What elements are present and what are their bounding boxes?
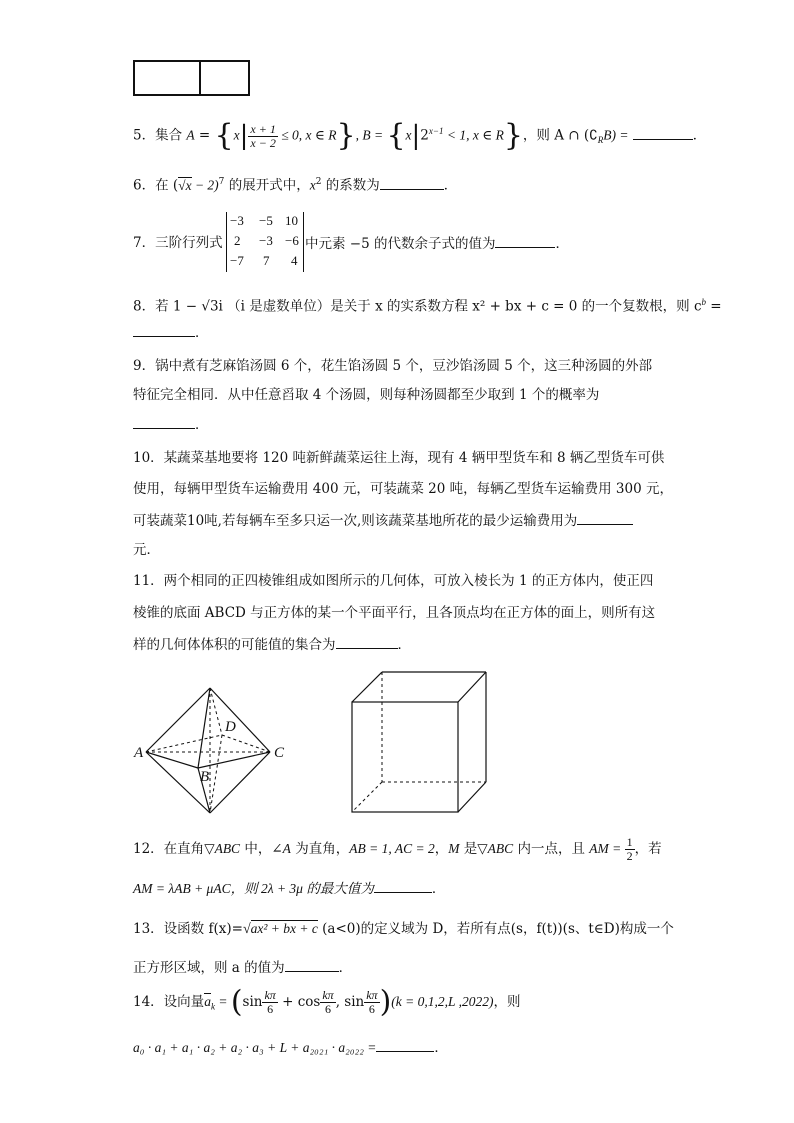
question-11-line3: 样的几何体体积的可能值的集合为 ． — [133, 637, 411, 653]
det-cell: −3 — [230, 213, 244, 228]
header-table — [133, 60, 250, 96]
cube-figure — [348, 668, 490, 816]
question-8: 8．若 1 − √3i （i 是虚数单位）是关于 x 的实系数方程 x² + bx + c = 0 的一个复数根，则 $c^b$ = — [133, 297, 722, 315]
question-6: 6．在 $(√x - 2)^7$ 的展开式中，$x^2$ 的系数为 ． — [133, 177, 458, 194]
question-13-line2: 正方形区域，则 a 的值为 ． — [133, 960, 353, 976]
det-cell: 10 — [285, 213, 298, 228]
question-13-line1: 13．设函数 f(x)=√ax² + bx + c (a<0)的定义域为 D，若所有点(s，f(t))(s、t∈D)构成一个 — [133, 921, 674, 937]
question-14-line2: a₀ · a₁ + a₁ · a₂ + a₂ · a₃ + L + a₂₀₂₁ · a₂₀₂₂ = ． — [133, 1040, 448, 1056]
cube-edge — [458, 672, 486, 702]
hidden-edge — [146, 735, 222, 752]
answer-blank-11[interactable] — [336, 635, 398, 649]
answer-blank-10[interactable] — [577, 511, 633, 525]
question-7: 7．三阶行列式 — [133, 235, 223, 251]
question-12-line2: AM = λAB + μAC，则 2λ + 3μ 的最大值为 ． — [133, 881, 446, 897]
answer-blank-8[interactable] — [133, 323, 195, 337]
hidden-edge — [210, 735, 222, 813]
octahedron-figure — [130, 680, 300, 815]
det-cell: −5 — [259, 213, 273, 228]
det-cell: 4 — [291, 253, 298, 268]
question-5: 5．集合 A = {x| $\frac{x + 1}{x - 2}$ ≤ 0, x ∈ R}, $B = \{x|2^{x-1} < 1$, x ∈ R}，则 A ∩ $(∁_RB)$ = ． — [133, 118, 707, 153]
question-10-line4: 元． — [133, 542, 160, 558]
answer-blank-13[interactable] — [285, 958, 339, 972]
header-table-divider — [199, 62, 201, 94]
label-d: D — [225, 719, 236, 735]
cube-hidden-edge — [352, 782, 382, 812]
label-b: B — [200, 769, 210, 785]
question-7-tail: 中元素 −5 的代数余子式的值为 ． — [305, 236, 569, 252]
question-12-line1: 12．在直角▽ABC 中，∠A 为直角，AB = 1, AC = 2，M 是▽ABC 内一点，且 AM = $\frac{1}{2}$ ，若 — [133, 835, 662, 863]
label-a: A — [134, 745, 144, 761]
answer-blank-9[interactable] — [133, 415, 195, 429]
question-11-line1: 11．两个相同的正四棱锥组成如图所示的几何体，可放入棱长为 1 的正方体内，使正四 — [133, 573, 654, 589]
question-8-line2: ． — [133, 323, 209, 342]
det-cell: −6 — [285, 233, 299, 248]
det-cell: −7 — [230, 253, 244, 268]
question-10-line2: 使用，每辆甲型货车运输费用 400 元，可装蔬菜 20 吨，每辆乙型货车运输费用 300 元， — [133, 481, 673, 497]
edge — [146, 688, 210, 752]
question-14-line1: 14．设向量$a_k = (\sin$ $\frac{k\pi}{6}$ + cos $\frac{k\pi}{6}$ , sin $\frac{k\pi}{6}$ )(k = 0,1,2,L ,2022)，则 — [133, 984, 521, 1020]
question-9-line3: ． — [133, 415, 209, 434]
label-c: C — [274, 745, 285, 761]
answer-blank-5[interactable] — [633, 126, 693, 140]
det-cell: −3 — [259, 233, 273, 248]
cube-edge — [352, 672, 382, 702]
determinant — [226, 212, 304, 272]
edge — [210, 688, 270, 752]
det-cell: 2 — [234, 233, 241, 248]
answer-blank-14[interactable] — [376, 1038, 434, 1052]
cube-edge — [458, 782, 486, 812]
question-9-line2: 特征完全相同．从中任意舀取 4 个汤圆，则每种汤圆都至少取到 1 个的概率为 — [133, 387, 600, 403]
det-cell: 7 — [263, 253, 270, 268]
answer-blank-7[interactable] — [495, 234, 555, 248]
question-10-line1: 10．某蔬菜基地要将 120 吨新鲜蔬菜运往上海，现有 4 辆甲型货车和 8 辆乙型货车可供 — [133, 450, 665, 466]
edge — [210, 752, 270, 813]
edge — [198, 752, 270, 768]
answer-blank-12[interactable] — [374, 879, 432, 893]
answer-blank-6[interactable] — [380, 176, 444, 190]
question-11-line2: 棱锥的底面 ABCD 与正方体的某一个平面平行，且各顶点均在正方体的面上，则所有这 — [133, 605, 656, 621]
edge — [198, 688, 210, 768]
question-9-line1: 9．锅中煮有芝麻馅汤圆 6 个，花生馅汤圆 5 个，豆沙馅汤圆 5 个，这三种汤圆的外部 — [133, 358, 653, 374]
question-10-line3: 可装蔬菜10吨,若每辆车至多只运一次,则该蔬菜基地所花的最少运输费用为 — [133, 511, 633, 530]
